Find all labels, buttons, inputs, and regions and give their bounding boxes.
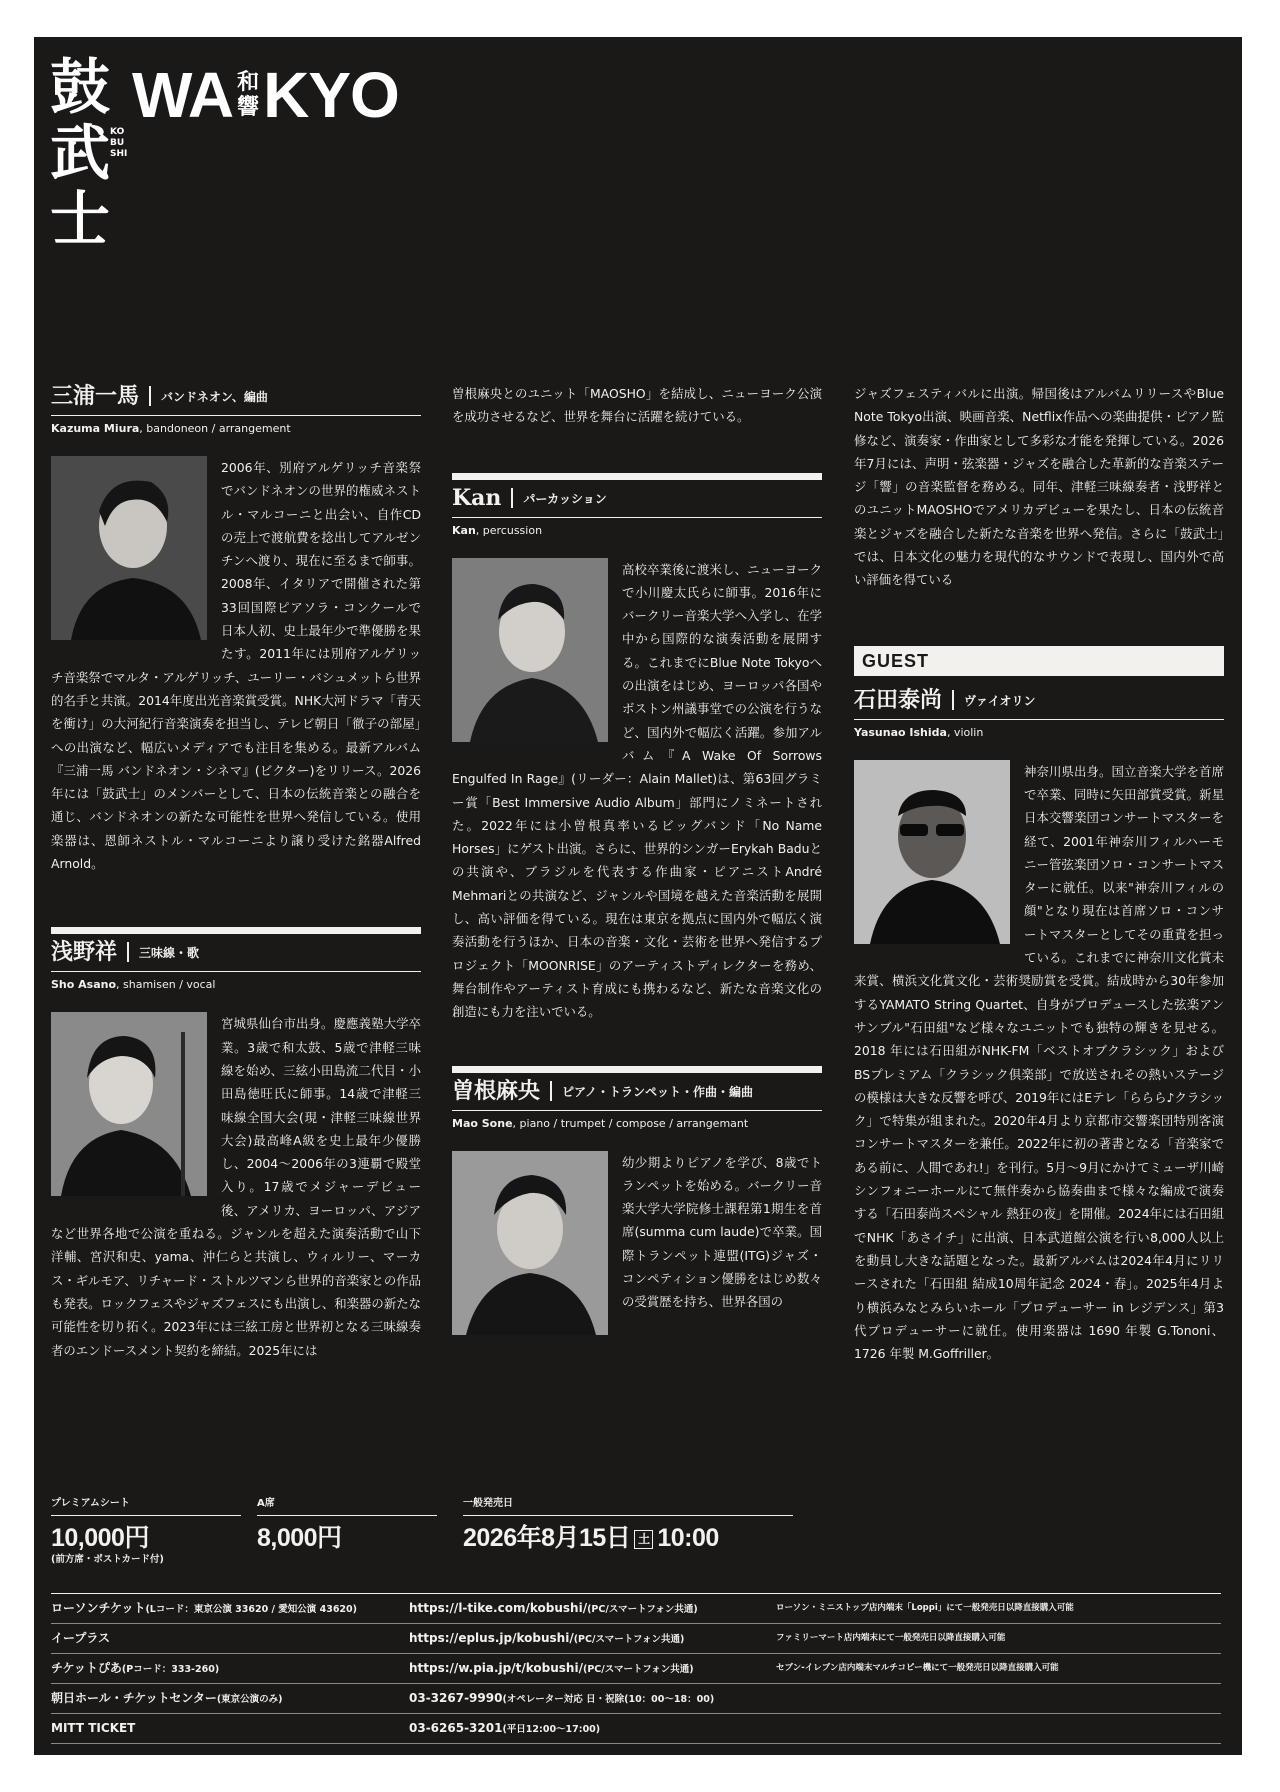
en-name: Yasunao Ishida [854,725,947,739]
en-role: , violin [946,725,984,739]
contact-note: (オペレーター対応 日・祝除(10：00〜18：00) [502,1694,715,1705]
kobushi-logo [50,55,110,253]
store-note [776,1714,1221,1743]
price-value: 10,000円 [51,1524,149,1552]
general-sale [463,1497,793,1554]
ticket-table [51,1593,1221,1744]
performer-header [452,1066,822,1111]
guest-label: GUEST [854,646,1224,676]
bio-block [854,760,1224,1366]
price-value: 8,000円 [257,1524,342,1552]
vendor-cell [51,1654,401,1683]
bio-block [51,456,421,875]
vendor-note: (Lコード：東京公演 33620 / 愛知公演 43620) [145,1604,357,1615]
table-row [51,1654,1221,1684]
performer-header [51,382,421,416]
contact-cell[interactable] [409,1624,767,1653]
performer-role-ja: パーカッション [523,491,607,506]
en-role: , piano / trumpet / compose / arrangemant [512,1116,749,1130]
vendor-url[interactable]: https://l-tike.com/kobushi/ [409,1601,588,1615]
ruby-part: KO [110,127,125,137]
vendor-phone[interactable]: 03-6265-3201 [409,1721,503,1735]
en-name: Sho Asano [51,978,117,992]
en-role: , percussion [475,523,543,537]
divider [149,386,151,406]
price-note: (前方席・ポストカード付) [51,1554,164,1565]
contact-note: (PC/スマートフォン共通) [582,1664,694,1675]
divider [550,1081,552,1101]
vendor-url[interactable]: https://eplus.jp/kobushi/ [409,1631,574,1645]
performer-name-en [51,421,421,436]
wakyo-logo [132,59,399,131]
ruby-part: SHI [110,149,128,159]
vendor-phone[interactable]: 03-3267-9990 [409,1691,503,1705]
store-note: ローソン・ミニストップ店内端末「Loppi」にて一般発売日以降直接購入可能 [776,1603,1074,1613]
weekday-badge: 土 [634,1530,653,1549]
divider [952,690,954,710]
bio-block [452,558,822,1024]
kyo-text: KYO [263,59,399,131]
bio-block [51,1012,421,1361]
divider [127,942,129,962]
performer-bio: 神奈川県出身。国立音楽大学を首席で卒業、同時に矢田部賞受賞。新星日本交響楽団コンサートマスターを経て、2001年神奈川フィルハーモニー管弦楽団ソロ・コンサートマスターに就任。以来"神奈川フィルの顔"となり現在は首席ソロ・コンサートマスターとしてその重責を担っている。これまでに神奈川文化賞未来賞、横浜文化賞文化・芸術奨励賞を受賞。結成時から30年参加するYAMATO String Quartet、自身がプロデュースした弦楽アンサンブル"石田組"など様々なユニットでも独特の輝きを見せる。2018 年には石田組がNHK-FM「ベストオブクラシック」およびBSプレミアム「クラシック倶楽部」で放送されその熱いステージの模様は大きな反響を呼び、2019年にはEテレ「ららら♪クラシック」で特集が組まれた。2020年4月より京都市交響楽団特別客演コンサートマスターを兼任。2022年に初の著書となる「音楽家である前に、人間であれ!」を刊行。5月〜9月にかけてミューザ川崎シンフォニーホールにて無伴奏から協奏曲まで様々な編成で演奏する「石田泰尚スペシャル 熱狂の夜」を開催。2024年には石田組でNHK「あさイチ」に出演、日本武道館公演を行い8,000人以上を動員し大きな話題となった。最新アルバムは2024年4月にリリースされた「石田組 結成10周年記念 2024・春」。2025年4月より横浜みなとみらいホール「プロデューサー in レジデンス」第3代プロデューサーに就任。使用楽器は 1690 年製 G.Tononi、1726 年製 M.Goffriller。 [854,763,1224,1362]
performer-photo [51,456,207,640]
performer-name-ja: 曽根麻央 [452,1077,541,1104]
flyer-back [34,37,1242,1755]
performer-bio: 高校卒業後に渡米し、ニューヨークで小川慶太氏らに師事。2016年にバークリー音楽大学へ入学し、在学中から国際的な演奏活動を展開する。これまでにBlue Note Tokyoへの出演をはじめ、ヨーロッパ各国やボストン州議事堂での公演を行うなど、国内外で幅広く活躍。参加アルバム『A Wake Of Sorrows Engulfed In Rage』(リーダー：Alain Mallet)は、第63回グラミー賞「Best Immersive Audio Album」部門にノミネートされた。2022年には小曽根真率いるビッグバンド「No Name Horses」にゲスト出演。さらに、世界的シンガーErykah Baduとの共演や、ブラジルを代表する作曲家・ピアニストAndré Mehmariとの共演など、ジャンルや国境を越えた音楽活動を展開し、高い評価を得ている。現在は東京を拠点に国内外で幅広く演奏活動を行うほか、日本の音楽・文化・芸術を世界へ発信するプロジェクト「MOONRISE」のアーティストディレクターを務め、舞台制作やアーティスト育成にも携わるなど、新たな音楽文化の創造にも力を注いでいる。 [452,561,822,1020]
contact-note: (PC/スマートフォン共通) [587,1604,698,1615]
contact-cell[interactable] [409,1714,767,1743]
sale-date [463,1522,793,1554]
ruby-part: BU [110,138,125,148]
performer-header [452,473,822,518]
kobushi-ruby [110,127,128,160]
performer-header [854,686,1224,720]
performer-asano [51,927,421,1361]
table-row [51,1714,1221,1744]
asano-bio-continued: 曽根麻央とのユニット「MAOSHO」を結成し、ニューヨーク公演を成功させるなど、世界を舞台に活躍を続けている。 [452,386,822,425]
performer-bio: 宮城県仙台市出身。慶應義塾大学卒業。3歳で和太鼓、5歳で津軽三味線を始め、三絃小田島流二代目・小田島徳旺氏に師事。14歳で津軽三味線全国大会(現・津軽三味線世界大会)最高峰A級を史上最年少優勝し、2004〜2006年の3連覇で殿堂入り。17歳でメジャーデビュー後、アメリカ、ヨーロッパ、アジアなど世界各地で公演を重ねる。ジャンルを超えた演奏活動で山下洋輔、宮沢和史、yama、沖仁らと共演し、ウィルリー、マーカス・ギルモア、リチャード・ストルツマンら世界的音楽家との作品も発表。ロックフェスやジャズフェスにも出演し、和楽器の新たな可能性を切り拓く。2023年には三絃工房と世界初となる三味線奏者のエンドースメント契約を締結。2025年には [51,1016,421,1358]
contact-cell[interactable] [409,1684,767,1713]
en-name: Kazuma Miura [51,422,140,435]
price-label: プレミアムシート [51,1497,241,1516]
sale-label: 一般発売日 [463,1497,793,1516]
performer-name-ja: 石田泰尚 [854,686,943,713]
bio-block [452,1151,822,1314]
contact-cell[interactable] [409,1594,767,1623]
table-row [51,1684,1221,1714]
en-name: Kan [452,523,476,537]
logo-char: 武 [50,119,110,189]
vendor-cell [51,1684,401,1713]
en-role: , shamisen / vocal [116,978,216,992]
wa-text: WA [132,59,234,131]
a-seat [257,1497,437,1554]
price-label: A席 [257,1497,437,1516]
contact-note: (平日12:00〜17:00) [502,1724,601,1735]
table-row [51,1624,1221,1654]
vendor-note: (Pコード：333-260) [121,1664,220,1675]
performer-name-en [452,523,822,538]
en-role: , bandoneon / arrangement [139,422,291,435]
divider [511,488,513,508]
kanji-kyo: 響 [237,94,260,120]
performer-name-ja: 三浦一馬 [51,383,140,409]
vendor-name: チケットぴあ [51,1661,122,1675]
vendor-note: (東京公演のみ) [216,1694,283,1705]
kanji-wa: 和 [237,69,260,95]
store-note: ファミリーマート店内端末にて一般発売日以降直接購入可能 [776,1633,1006,1643]
sale-time: 10:00 [657,1524,719,1552]
vendor-cell [51,1594,401,1623]
performer-bio: 2006年、別府アルゲリッチ音楽祭でバンドネオンの世界的権威ネストル・マルコーニと出会い、自作CDの売上で渡航費を捻出してアルゼンチンへ渡り、現在に至るまで師事。2008年、イタリアで開催された第33回国際ピアソラ・コンクールで日本人初、史上最年少で準優勝を果たす。2011年には別府アルゲリッチ音楽祭でマルタ・アルゲリッチ、ユーリー・バシュメットら世界的名手と共演。2014年度出光音楽賞受賞。NHK大河ドラマ「青天を衝け」の大河紀行音楽演奏を担当し、テレビ朝日「徹子の部屋」への出演など、幅広いメディアでも注目を集める。最新アルバム『三浦一馬 バンドネオン・シネマ』(ビクター)をリリース。2026年には「鼓武士」のメンバーとして、日本の伝統音楽との融合を通じ、バンドネオンの新たな可能性を世界へ発信している。使用楽器は、恩師ネストル・マルコーニより譲り受けた銘器Alfred Arnold。 [51,460,421,872]
performer-role-ja: 三味線・歌 [139,946,200,961]
column-left [51,382,421,1362]
vendor-name: イープラス [51,1631,111,1645]
vendor-cell [51,1624,401,1653]
performer-photo [51,1012,207,1196]
performer-photo [854,760,1010,944]
performer-bio: 幼少期よりピアノを学び、8歳でトランペットを始める。バークリー音楽大学大学院修士課程第1期生を首席(summa cum laude)で卒業。国際トランペット連盟(ITG)ジャズ・コンペティション優勝をはじめ数々の受賞歴を持ち、世界各国の [622,1154,822,1310]
sale-date-text: 2026年8月15日 [463,1524,631,1552]
store-note: セブン-イレブン店内端末マルチコピー機にて一般発売日以降直接購入可能 [776,1663,1059,1673]
vendor-name: ローソンチケット [51,1601,146,1615]
performer-name-en [51,977,421,992]
sone-bio-continued: ジャズフェスティバルに出演。帰国後はアルバムリリースやBlue Note Tokyo出演、映画音楽、Netflix作品への楽曲提供・ピアノ監修など、演奏家・作曲家として多彩な才能を発揮している。2026年7月には、声明・弦楽器・ジャズを融合した革新的な音楽ステージ「響」の音楽監督を務める。同年、津軽三味線奏者・浅野祥とのユニットMAOSHOでアメリカデビューを果たし、日本の伝統音楽とジャズを融合した新たな音楽を世界へ発信。さらに「鼓武士」では、日本文化の魅力を現代的なサウンドで表現し、国内外で高い評価を得ている [854,386,1224,588]
vendor-name: 朝日ホール・チケットセンター [51,1691,217,1705]
en-name: Mao Sone [452,1116,513,1130]
performer-role-ja: バンドネオン、編曲 [161,390,268,404]
table-row [51,1594,1221,1624]
performer-kan [452,473,822,1024]
store-note [776,1684,1221,1713]
vendor-url[interactable]: https://w.pia.jp/t/kobushi/ [409,1661,583,1675]
contact-note: (PC/スマートフォン共通) [573,1634,685,1645]
performer-photo [452,558,608,742]
performer-role-ja: ヴァイオリン [964,693,1036,708]
performer-name-en [854,725,1224,740]
vendor-cell [51,1714,401,1743]
performer-name-ja: Kan [452,484,502,511]
performer-photo [452,1151,608,1335]
logo-char: 士 [50,185,110,255]
performer-name-ja: 浅野祥 [51,939,118,966]
performer-sone [452,1066,822,1314]
logo-char: 鼓 [50,53,110,123]
guest-ishida [854,646,1224,1366]
performer-header [51,927,421,972]
performer-role-ja: ピアノ・トランペット・作曲・編曲 [562,1084,754,1099]
contact-cell[interactable] [409,1654,767,1683]
vendor-name: MITT TICKET [51,1721,136,1735]
column-right [854,382,1224,1365]
performer-miura [51,382,421,875]
premium-seat [51,1497,241,1566]
performer-name-en [452,1116,822,1131]
column-middle [452,382,822,1339]
wakyo-kanji [237,70,259,120]
